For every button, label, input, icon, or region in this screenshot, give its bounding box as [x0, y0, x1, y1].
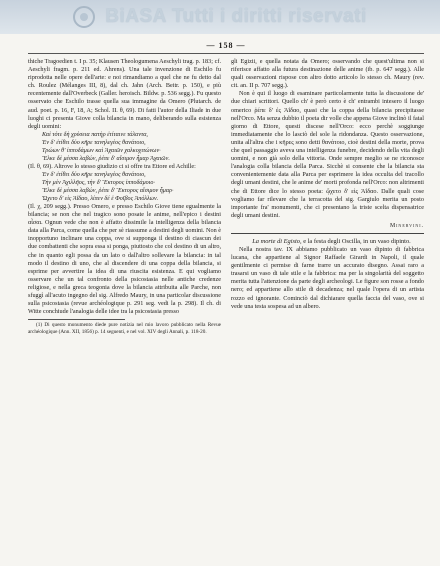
section-rule — [231, 233, 424, 234]
columns — [28, 58, 424, 335]
greek-line: Ἐν δ' ἐτίθει δύο κῆρε τανηλεγέος θανάτοιο, — [42, 171, 146, 178]
greek-line: Ἐν δ' ἐτίθει δύο κῆρε τανηλεγέος θανάτοιο, — [42, 139, 146, 146]
article-paragraph: Nella nostra tav. IX abbiamo pubblicato un vaso dipinto di fabbrica lucana, che appartiene al Signor Raffaele Girardi in Napoli, il quale gentilmente ci permise di farne trarre un accurato disegno. Assai raro a trasarsi un vaso di tale stile e la fabbrica: ma per la singolarità del soggetto merita tutta l'attenzione da parte degli archeologi. Le figure son rosse a fondo nero; ed appartiene allo stile di decadenza; nel quale l'opera di un artista rozzo ed ignorante. Cominciò dal dichiarare quella faccia del vaso, ove si vede una testa sospesa ad un albero. — [231, 245, 424, 310]
greek-line: Καὶ τότε δὴ χρύσεια πατὴρ ἐτίταινε τάλαντα, — [42, 131, 148, 138]
greek-line: Ἕλκε δὲ μέσσα λαβών, ῥέπε δ' Ἕκτορος αἴσιμον ἦμαρ· — [42, 187, 174, 194]
page-number: — 158 — — [206, 41, 246, 50]
footnote-rule — [28, 319, 125, 320]
circle-logo-icon — [73, 6, 95, 28]
right-column — [231, 58, 424, 335]
greek-line: Τρώων θ' ἱπποδάμων καὶ Ἀχαιῶν χαλκοχιτώνων· — [42, 147, 161, 154]
right-paragraph: Non è qui il luogo di esaminare particolarmente tutta la discussione de' due chiari scrittori. Quello ch' è però certo è ch' entrambi intesero il luogo omerico ῥέπε δ' ἐς Ἀΐδαο, quasi che la coppa della bilancia precipitasse nell'Orco. Ma senza dubbio il poeta dir volle che appena Giove inclinò il fatal giorno di Ettore, questi discese nell'Orco: ecco perchè soggiunge immediatamente che lo lasciò del sole la ridondanza. Questo osservazione, unita all'altra che i κῆρες sono detti θανάτοιο, cioè destini della morte, prova che quel passaggio aveva una intelligenza funebre, decidendo della vita degli uomini, e non già solo della vittoria. Onde sempre meglio se ne riconosce l'analogia colla bilancia della Parca. Sicchè si consente che la bilancia sta convenientemente data alla Parca per esprimere la idea occulta del tracollo degli umani destini, che le anime de' morti profonda nell'Orco: non altrimenti che di Ettore dice lo stesso poeta: ᾤχετο δ' εἰς Ἀΐδαο. Dalle quali cose vogliamo far rilevare che la terracotta del sig. Gargiulo merita un posto importante fra' monumenti, che ci presentano la triste scelta dispensatrice degli umani destini. — [231, 90, 424, 219]
banner-text: BiASA Tutti i diritti riservati — [105, 6, 367, 27]
author-signature: Minervini. — [389, 222, 424, 229]
document-page — [28, 40, 424, 560]
greek-quote-1 — [28, 131, 221, 163]
greek-quote-2 — [28, 171, 221, 203]
footnote: (1) Di questo monumento diede pure notizia nel mio lavoro pubblicato nella Revue archéologique (Ann. XII, 1856) p. 14 seguenti, e nel vol. XIV degli Annali, p. 118-20. — [28, 322, 221, 335]
greek-line: Τὴν μὲν Ἀχιλλῆος, τὴν δ' Ἕκτορος ἱπποδάμοιο· — [42, 179, 155, 186]
left-paragraph: (Il. θ, 69). Altrove lo stesso giudizio ci si offre tra Ettore ed Achille: — [28, 162, 196, 170]
article-title — [231, 238, 424, 246]
greek-line: Ὤχετο δ' εἰς Ἀΐδαο, λίπεν δέ ἑ Φοῖβος Ἀπόλλων. — [42, 195, 159, 202]
left-paragraph: (Il. χ, 209 segg.). Presso Omero, e presso Eschilo Giove tiene egualmente la bilancia; se non che nel tragico sono posate le anime, nell'epico i destini αἶσαι. Ognun vede che non è affatto dissimile la intelligenza della bilancia data alla Parca, come quella che per sè riassume a destini degli uomini. Non è inopportuno inclinare una coppa, ove si supponga il destino di ciascun dei due combattenti che sopra essa si ponga, piuttosto che col destino di un altro, che in quanto egli possa da un lato o dall'altro sollevare la bilancia: in tal modo il destino di uno, che al discendere di una coppa della bilancia, si esprime per avvertire la idea di una riuscita esistenza. E qui vogliamo osservare che un tal confronto della psicostasia nelle antiche credenze religiose, e nella greca teogonia dove la bilancia attribuita alle Parche, non sfuggì all'acuto ingegno del sig. Alfredo Maury, in una particolar discussione sulla psicostasia (revue archéologique p. 291 seg. vedi la p. 298). Il ch. di Witte conchiude l'analogia delle idee tra la psicostasia presso — [28, 202, 221, 316]
right-paragraph: gli Egizii, e quella notata da Omero; osservando che quest'ultima non si riferisce affatto alla futura destinazione delle anime (ib. p. 647 segg.). Alle quali osservazioni rispose con altro dotto articolo lo stesso ch. Maury (rev. cit. an. II p. 707 segg.). — [231, 58, 424, 90]
greek-line: Ἕλκε δὲ μέσσα λαβών, ῥέπε δ' αἴσιμον ἦμαρ Ἀχαιῶν. — [42, 155, 170, 162]
article-title-italic: La morte di Egisto — [252, 237, 300, 245]
left-column — [28, 58, 221, 335]
watermark-banner — [0, 0, 440, 34]
article-title-rest: , e la festa degli Oscilla, in un vaso dipinto. — [300, 237, 411, 245]
top-rule — [28, 53, 424, 54]
left-paragraph: thiche Tragoedien t. I p. 35; Klausen Theologumena Aeschyli trag. p. 183; cf. Aeschyli fragm. p. 211 ed. Ahrens). Una tale invenzione di Eschilo fu riprodotta nelle opere dell'arte: e noi rimandiamo a quel che ne fu detto dal ch. Roulez (Mélanges III, 8), dal ch. Jahn (Arch. Beitr. p. 150), e più recentemente dall'Overbeck (Galler. heroisch. Bildw. p. 536 segg.). Fu questo osservato che Eschilo trasse quella sua immagine da Omero (Plutarch. de aud. poet. p. 16, F, 18, A; Schol. II. θ, 69). Di fatti l'autor della Iliade in due luoghi ci presenta Giove colla bilancia in mano, deliberando sulla esistenza degli uomini: — [28, 58, 221, 130]
